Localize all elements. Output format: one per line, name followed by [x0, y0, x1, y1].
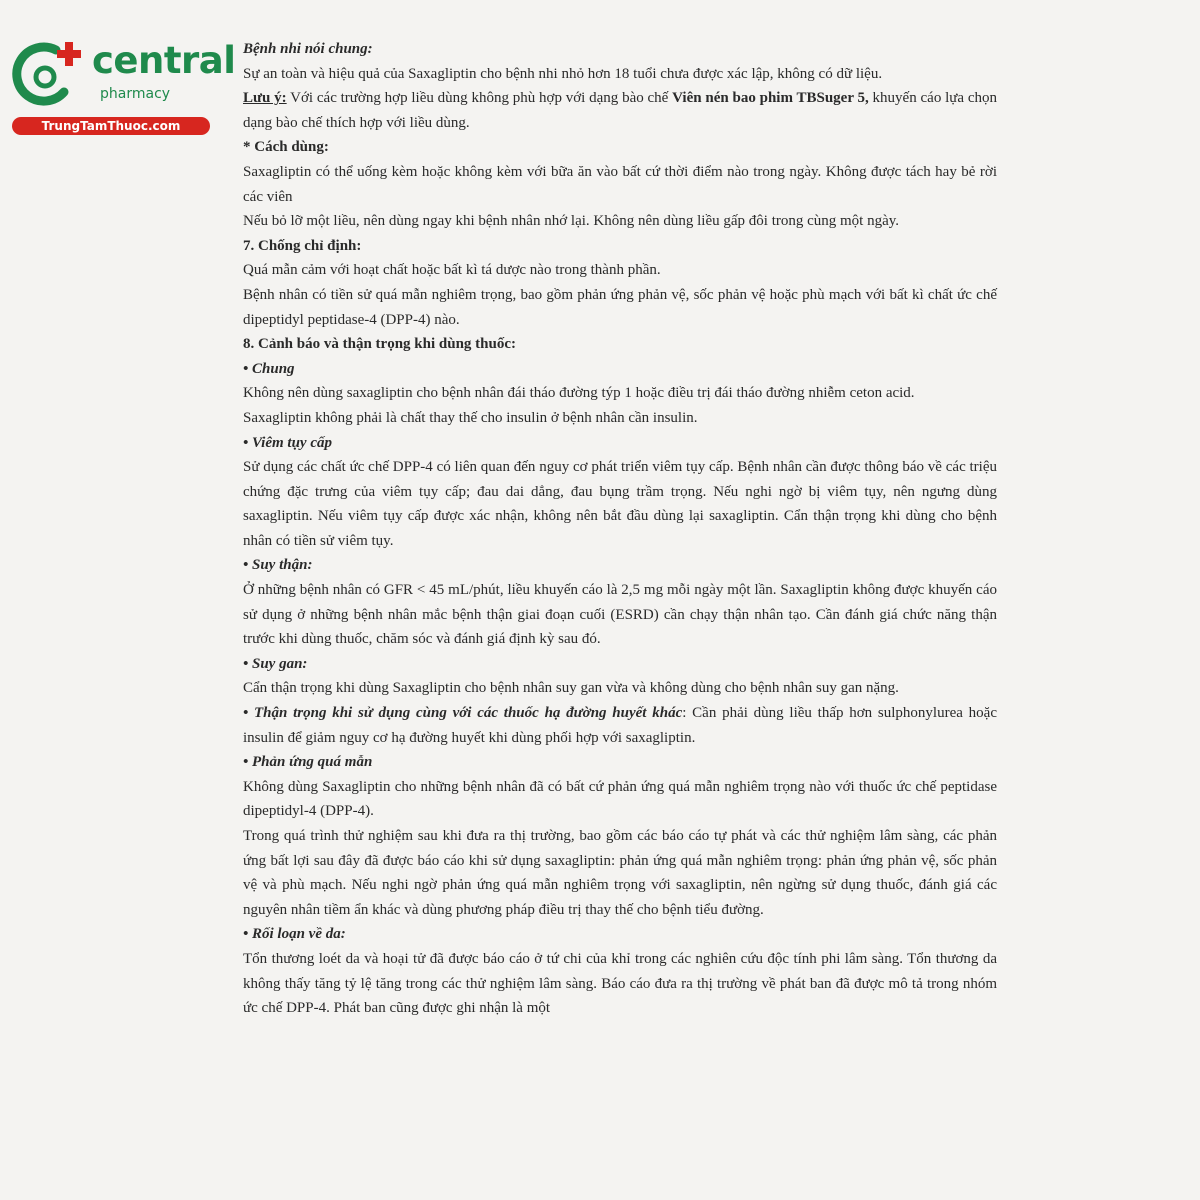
skin-disorders-heading: • Rối loạn về da: — [243, 926, 346, 943]
warnings-heading: 8. Cảnh báo và thận trọng khi dùng thuốc: — [243, 336, 516, 353]
note-label: Lưu ý: — [243, 90, 287, 107]
usage-paragraph-1: Saxagliptin có thể uống kèm hoặc không kèm với bữa ăn vào bất cứ thời điểm nào trong ngày. Không được tách hay bẻ rời các viên — [243, 163, 997, 205]
pediatric-heading: Bệnh nhi nói chung: — [243, 41, 373, 57]
note-product-name: Viên nén bao phim TBSuger 5, — [672, 90, 869, 107]
hypoglycemia-paragraph — [243, 701, 997, 750]
pharmacy-cross-logo-icon — [12, 40, 90, 114]
pancreatitis-heading: • Viêm tụy cấp — [243, 434, 332, 451]
note-paragraph — [243, 86, 997, 135]
note-text-pre: Với các trường hợp liều dùng không phù hợp với dạng bào chế — [286, 90, 673, 107]
contraindications-heading: 7. Chống chỉ định: — [243, 237, 362, 254]
general-heading: • Chung — [243, 360, 295, 377]
contraindications-paragraph-1: Quá mẫn cảm với hoạt chất hoặc bất kì tá dược nào trong thành phần. — [243, 262, 661, 279]
hepatic-heading: • Suy gan: — [243, 655, 308, 672]
brand-subtitle: pharmacy — [100, 86, 171, 102]
renal-paragraph: Ở những bệnh nhân có GFR < 45 mL/phút, liều khuyến cáo là 2,5 mg mỗi ngày một lần. Saxagliptin không được khuyến cáo sử dụng ở những bệnh nhân mắc bệnh thận giai đoạn cuối (ESRD) cần chạy thận nhân tạo. Cần đánh giá chức năng thận trước khi dùng thuốc, chăm sóc và đánh giá định kỳ sau đó. — [243, 582, 997, 648]
brand-website-banner: TrungTamThuoc.com — [12, 117, 210, 135]
document-page — [243, 37, 997, 1021]
general-paragraph-2: Saxagliptin không phải là chất thay thế cho insulin ở bệnh nhân cần insulin. — [243, 409, 698, 426]
contraindications-paragraph-2: Bệnh nhân có tiền sử quá mẫn nghiêm trọng, bao gồm phản ứng phản vệ, sốc phản vệ hoặc phù mạch với bất kì chất ức chế dipeptidyl peptidase-4 (DPP-4) nào. — [243, 286, 997, 328]
note-text-post: khuyến cáo lựa chọn dạng bào chế thích hợp với liều dùng. — [243, 90, 998, 131]
usage-paragraph-2: Nếu bỏ lỡ một liều, nên dùng ngay khi bệnh nhân nhớ lại. Không nên dùng liều gấp đôi trong cùng một ngày. — [243, 213, 900, 230]
brand-name: central — [92, 39, 236, 82]
general-paragraph-1: Không nên dùng saxagliptin cho bệnh nhân đái tháo đường týp 1 hoặc điều trị đái tháo đường nhiễm ceton acid. — [243, 385, 915, 402]
pancreatitis-paragraph: Sử dụng các chất ức chế DPP-4 có liên quan đến nguy cơ phát triển viêm tụy cấp. Bệnh nhân cần được thông báo về các triệu chứng đặc trưng của viêm tụy cấp; đau dai dẳng, đau bụng trầm trọng. Nếu nghi ngờ bị viêm tụy, nên ngưng dùng saxagliptin. Nếu viêm tụy cấp được xác nhận, không nên bắt đầu dùng lại saxagliptin. Cẩn thận trọng khi dùng cho bệnh nhân có tiền sử viêm tụy. — [243, 459, 997, 549]
hypersensitivity-paragraph-1: Không dùng Saxagliptin cho những bệnh nhân đã có bất cứ phản ứng quá mẫn nghiêm trọng nào với thuốc ức chế peptidase dipeptidyl-4 (DPP-4). — [243, 778, 997, 820]
central-pharmacy-logo — [12, 39, 236, 140]
hypersensitivity-heading: • Phản ứng quá mẫn — [243, 754, 373, 771]
hypersensitivity-paragraph-2: Trong quá trình thử nghiệm sau khi đưa ra thị trường, bao gồm các báo cáo tự phát và các thử nghiệm lâm sàng, các phản ứng bất lợi sau đây đã được báo cáo khi sử dụng saxagliptin: phản ứng quá mẫn nghiêm trọng: phản ứng phản vệ, sốc phản vệ và phù mạch. Nếu nghi ngờ phản ứng quá mẫn nghiêm trọng với saxagliptin, nên ngừng sử dụng thuốc, đánh giá các nguyên nhân tiềm ẩn khác và dùng phương pháp điều trị thay thế cho bệnh tiểu đường. — [243, 828, 997, 918]
renal-heading: • Suy thận: — [243, 557, 313, 574]
usage-heading: * Cách dùng: — [243, 139, 329, 156]
skin-disorders-paragraph: Tổn thương loét da và hoại tử đã được báo cáo ở tứ chi của khỉ trong các nghiên cứu độc tính phi lâm sàng. Tổn thương da không thấy tăng tỷ lệ tăng trong các thử nghiệm lâm sàng. Báo cáo đưa ra thị trường về phát ban đã được mô tả trong nhóm ức chế DPP-4. Phát ban cũng được ghi nhận là một — [243, 950, 997, 1017]
hypoglycemia-heading: • Thận trọng khi sử dụng cùng với các thuốc hạ đường huyết khác — [243, 705, 683, 722]
hypoglycemia-text: : Cần phải dùng liều thấp hơn sulphonylurea hoặc insulin để giảm nguy cơ hạ đường huyết khi dùng phối hợp với saxagliptin. — [243, 705, 997, 746]
hepatic-paragraph: Cẩn thận trọng khi dùng Saxagliptin cho bệnh nhân suy gan vừa và không dùng cho bệnh nhân suy gan nặng. — [243, 680, 899, 697]
pediatric-paragraph: Sự an toàn và hiệu quả của Saxagliptin cho bệnh nhi nhỏ hơn 18 tuổi chưa được xác lập, không có dữ liệu. — [243, 65, 883, 82]
